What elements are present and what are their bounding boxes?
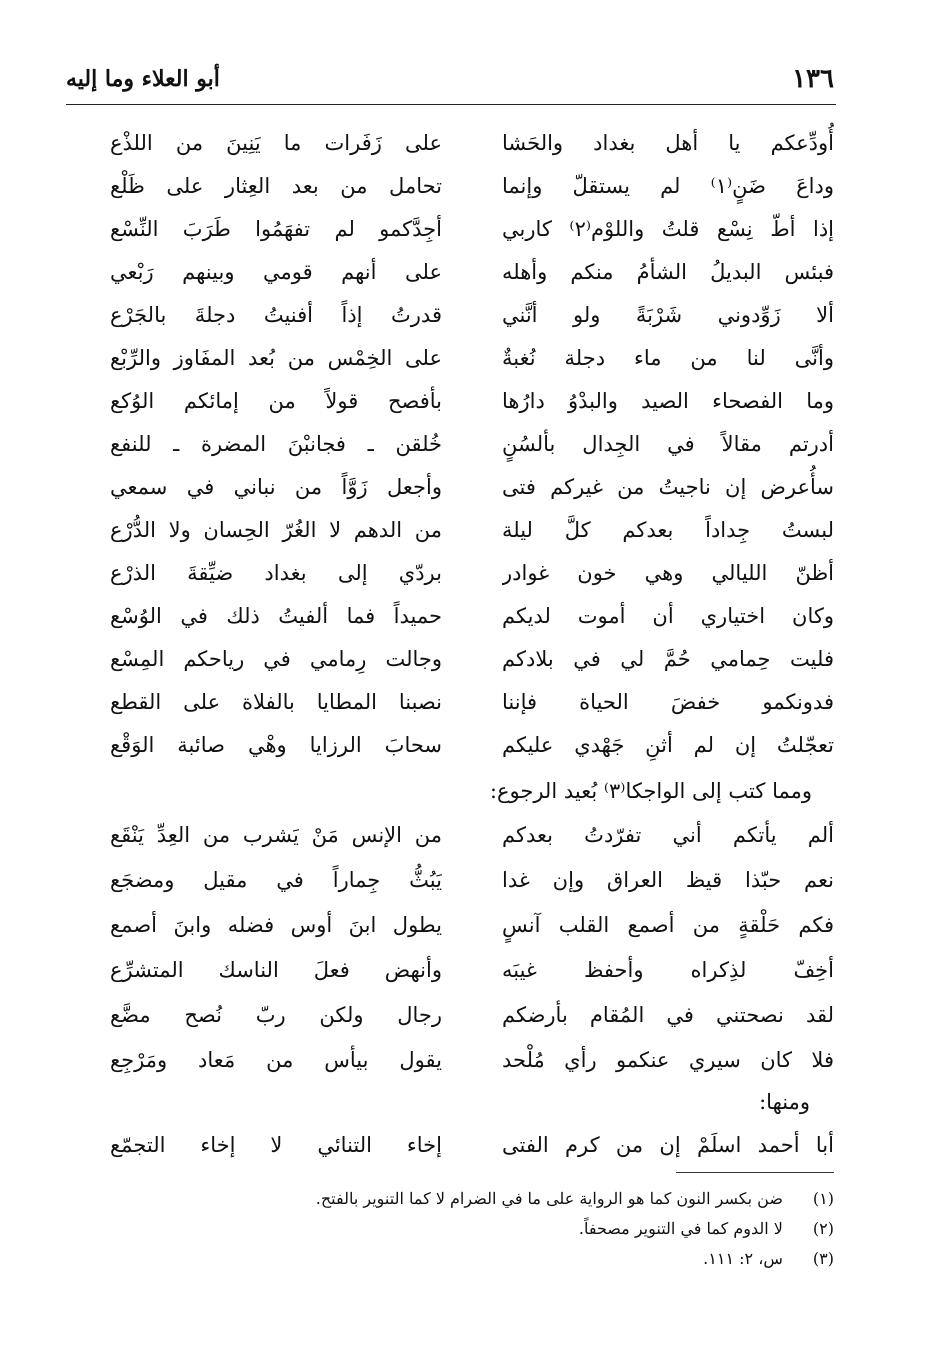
verse-line xyxy=(110,507,834,553)
first-hemistich: فدونكمو خفضَ الحياة فإننا xyxy=(502,690,834,714)
second-hemistich: إخاء التنائي لا إخاء التجمّع xyxy=(110,1133,442,1157)
first-hemistich: أخِفّ لذِكراه وأحفظ غيبَه xyxy=(502,958,834,982)
first-hemistich: وداعَ ضَنٍ⁽١⁾ لم يستقلّ وإنما xyxy=(502,174,834,198)
second-hemistich: تحامل من بعد العِثار على ظَلْع xyxy=(110,174,442,198)
first-hemistich: وكان اختياري أن أموت لديكم xyxy=(502,604,834,628)
first-hemistich: وأنَّى لنا من ماء دجلة نُغبةٌ xyxy=(502,346,834,370)
second-hemistich: على الخِمْس من بُعد المفَاوز والرِّبْع xyxy=(110,346,442,370)
verse-line xyxy=(110,421,834,467)
footnote-rule xyxy=(676,1172,834,1173)
first-hemistich: أدرتم مقالاً في الجِدال بألسُنٍ xyxy=(502,432,834,456)
second-hemistich: خُلقن ـ فجانبْنَ المضرة ـ للنفع xyxy=(110,432,442,456)
first-hemistich: فليت حِمامي حُمَّ لي في بلادكم xyxy=(502,647,834,671)
first-hemistich: فلا كان سيري عنكمو رأي مُلْحد xyxy=(502,1048,834,1072)
verse-line xyxy=(110,378,834,424)
first-hemistich: أظنّ الليالي وهي خون غوادر xyxy=(502,561,834,585)
verse-line xyxy=(110,636,834,682)
second-hemistich: وأنهض فعلَ الناسك المتشرِّع xyxy=(110,958,442,982)
second-hemistich: على أنهم قومي وبينهم رَبْعي xyxy=(110,260,442,284)
second-hemistich: رجال ولكن ربّ نُصح مضَّع xyxy=(110,1003,442,1027)
first-hemistich: ألم يأتكم أني تفرّدتُ بعدكم xyxy=(502,823,834,847)
verse-line xyxy=(110,550,834,596)
verse-line xyxy=(110,679,834,725)
second-hemistich: بأفصح قولاً من إمائكم الوُكع xyxy=(110,389,442,413)
verse-line xyxy=(110,335,834,381)
section-intro: ومما كتب إلى الواجكا⁽٣⁾ بُعيد الرجوع: xyxy=(489,779,812,803)
second-hemistich: نصبنا المطايا بالفلاة على القطع xyxy=(110,690,442,714)
first-hemistich: إذا أطّ نِسْع قلتُ واللوْم⁽٢⁾ كاربي xyxy=(502,217,834,241)
first-hemistich: نعم حبّذا قيظ العراق وإن غدا xyxy=(502,868,834,892)
second-hemistich: قدرتُ إذاً أفنيتُ دجلةَ بالجَرْع xyxy=(110,303,442,327)
footnote xyxy=(194,1214,834,1244)
second-hemistich: وجالت رِمامي في رياحكم المِسْع xyxy=(110,647,442,671)
first-hemistich: سأُعرض إن ناجيتُ من غيركم فتى xyxy=(502,475,834,499)
running-header xyxy=(66,64,834,100)
first-hemistich: لقد نصحتني في المُقام بأرضكم xyxy=(502,1003,834,1027)
second-hemistich: على زَفَرات ما يَنِينَ من اللذْع xyxy=(110,131,442,155)
second-hemistich: وأجعل زَوَّاً من نباني في سمعي xyxy=(110,475,442,499)
verse-line xyxy=(110,163,834,209)
verse-line xyxy=(110,857,834,903)
verse-line xyxy=(110,120,834,166)
first-hemistich: فبئس البديلُ الشأمُ منكم وأهله xyxy=(502,260,834,284)
second-hemistich: أجِدَّكمو لم تفهَمُوا طَرَبَ النِّسْع xyxy=(110,217,442,241)
first-hemistich: تعجّلتُ إن لم أثنِ جَهْدي عليكم xyxy=(502,733,834,757)
page-number: ١٣٦ xyxy=(792,64,834,94)
footnote-text: س، ٢: ١١١. xyxy=(703,1249,783,1268)
second-hemistich: بردّي إلى بغداد ضيِّقةَ الذرْع xyxy=(110,561,442,585)
second-hemistich: حميداً فما ألفيتُ ذلك في الوُسْع xyxy=(110,604,442,628)
footnotes xyxy=(194,1184,834,1274)
footnote-text: لا الدوم كما في التنوير مصحفاً. xyxy=(578,1219,783,1238)
header-rule xyxy=(66,104,836,105)
second-hemistich: يَبُثُّ جِماراً في مقيل ومضجَع xyxy=(110,868,442,892)
second-hemistich: يقول بيأس من مَعاد ومَرْجِع xyxy=(110,1048,442,1072)
section-intro: ومنها: xyxy=(759,1090,810,1114)
verse-line xyxy=(110,902,834,948)
first-hemistich: ألا زَوِّدوني شَرْبَةً ولو أنَّني xyxy=(502,303,834,327)
second-hemistich: من الإنس مَنْ يَشرب من العِدِّ يَنْقَع xyxy=(110,823,442,847)
first-hemistich: وما الفصحاء الصيد والبدْوُ دارُها xyxy=(502,389,834,413)
verse-line xyxy=(110,947,834,993)
footnote xyxy=(194,1244,834,1274)
second-hemistich: يطول ابنَ أوس فضله وابنَ أصمع xyxy=(110,913,442,937)
running-title: أبو العلاء وما إليه xyxy=(66,66,220,92)
verse-line xyxy=(110,1037,834,1083)
verse-line xyxy=(110,722,834,768)
verse-line xyxy=(110,249,834,295)
verse-line xyxy=(110,812,834,858)
first-hemistich: أُودِّعكم يا أهل بغداد والحَشا xyxy=(502,131,834,155)
footnote-number: (١) xyxy=(812,1189,834,1208)
verse-line xyxy=(110,206,834,252)
footnote-number: (٢) xyxy=(812,1219,834,1238)
verse-line xyxy=(110,1122,834,1168)
second-hemistich: سحابَ الرزايا وهْي صائبة الوَقْع xyxy=(110,733,442,757)
footnote-number: (٣) xyxy=(812,1249,834,1268)
first-hemistich: أبا أحمد اسلَمْ إن من كرم الفتى xyxy=(502,1133,834,1157)
first-hemistich: فكم حَلْقةٍ من أصمع القلب آنسٍ xyxy=(502,913,834,937)
verse-line xyxy=(110,292,834,338)
first-hemistich: لبستُ جِداداً بعدكم كلَّ ليلة xyxy=(502,518,834,542)
verse-line xyxy=(110,992,834,1038)
footnote-text: ضن بكسر النون كما هو الرواية على ما في الضرام لا كما التنوير بالفتح. xyxy=(315,1189,783,1208)
second-hemistich: من الدهم لا الغُرّ الحِسان ولا الدُّرْع xyxy=(110,518,442,542)
verse-line xyxy=(110,593,834,639)
verse-line xyxy=(110,464,834,510)
footnote xyxy=(194,1184,834,1214)
